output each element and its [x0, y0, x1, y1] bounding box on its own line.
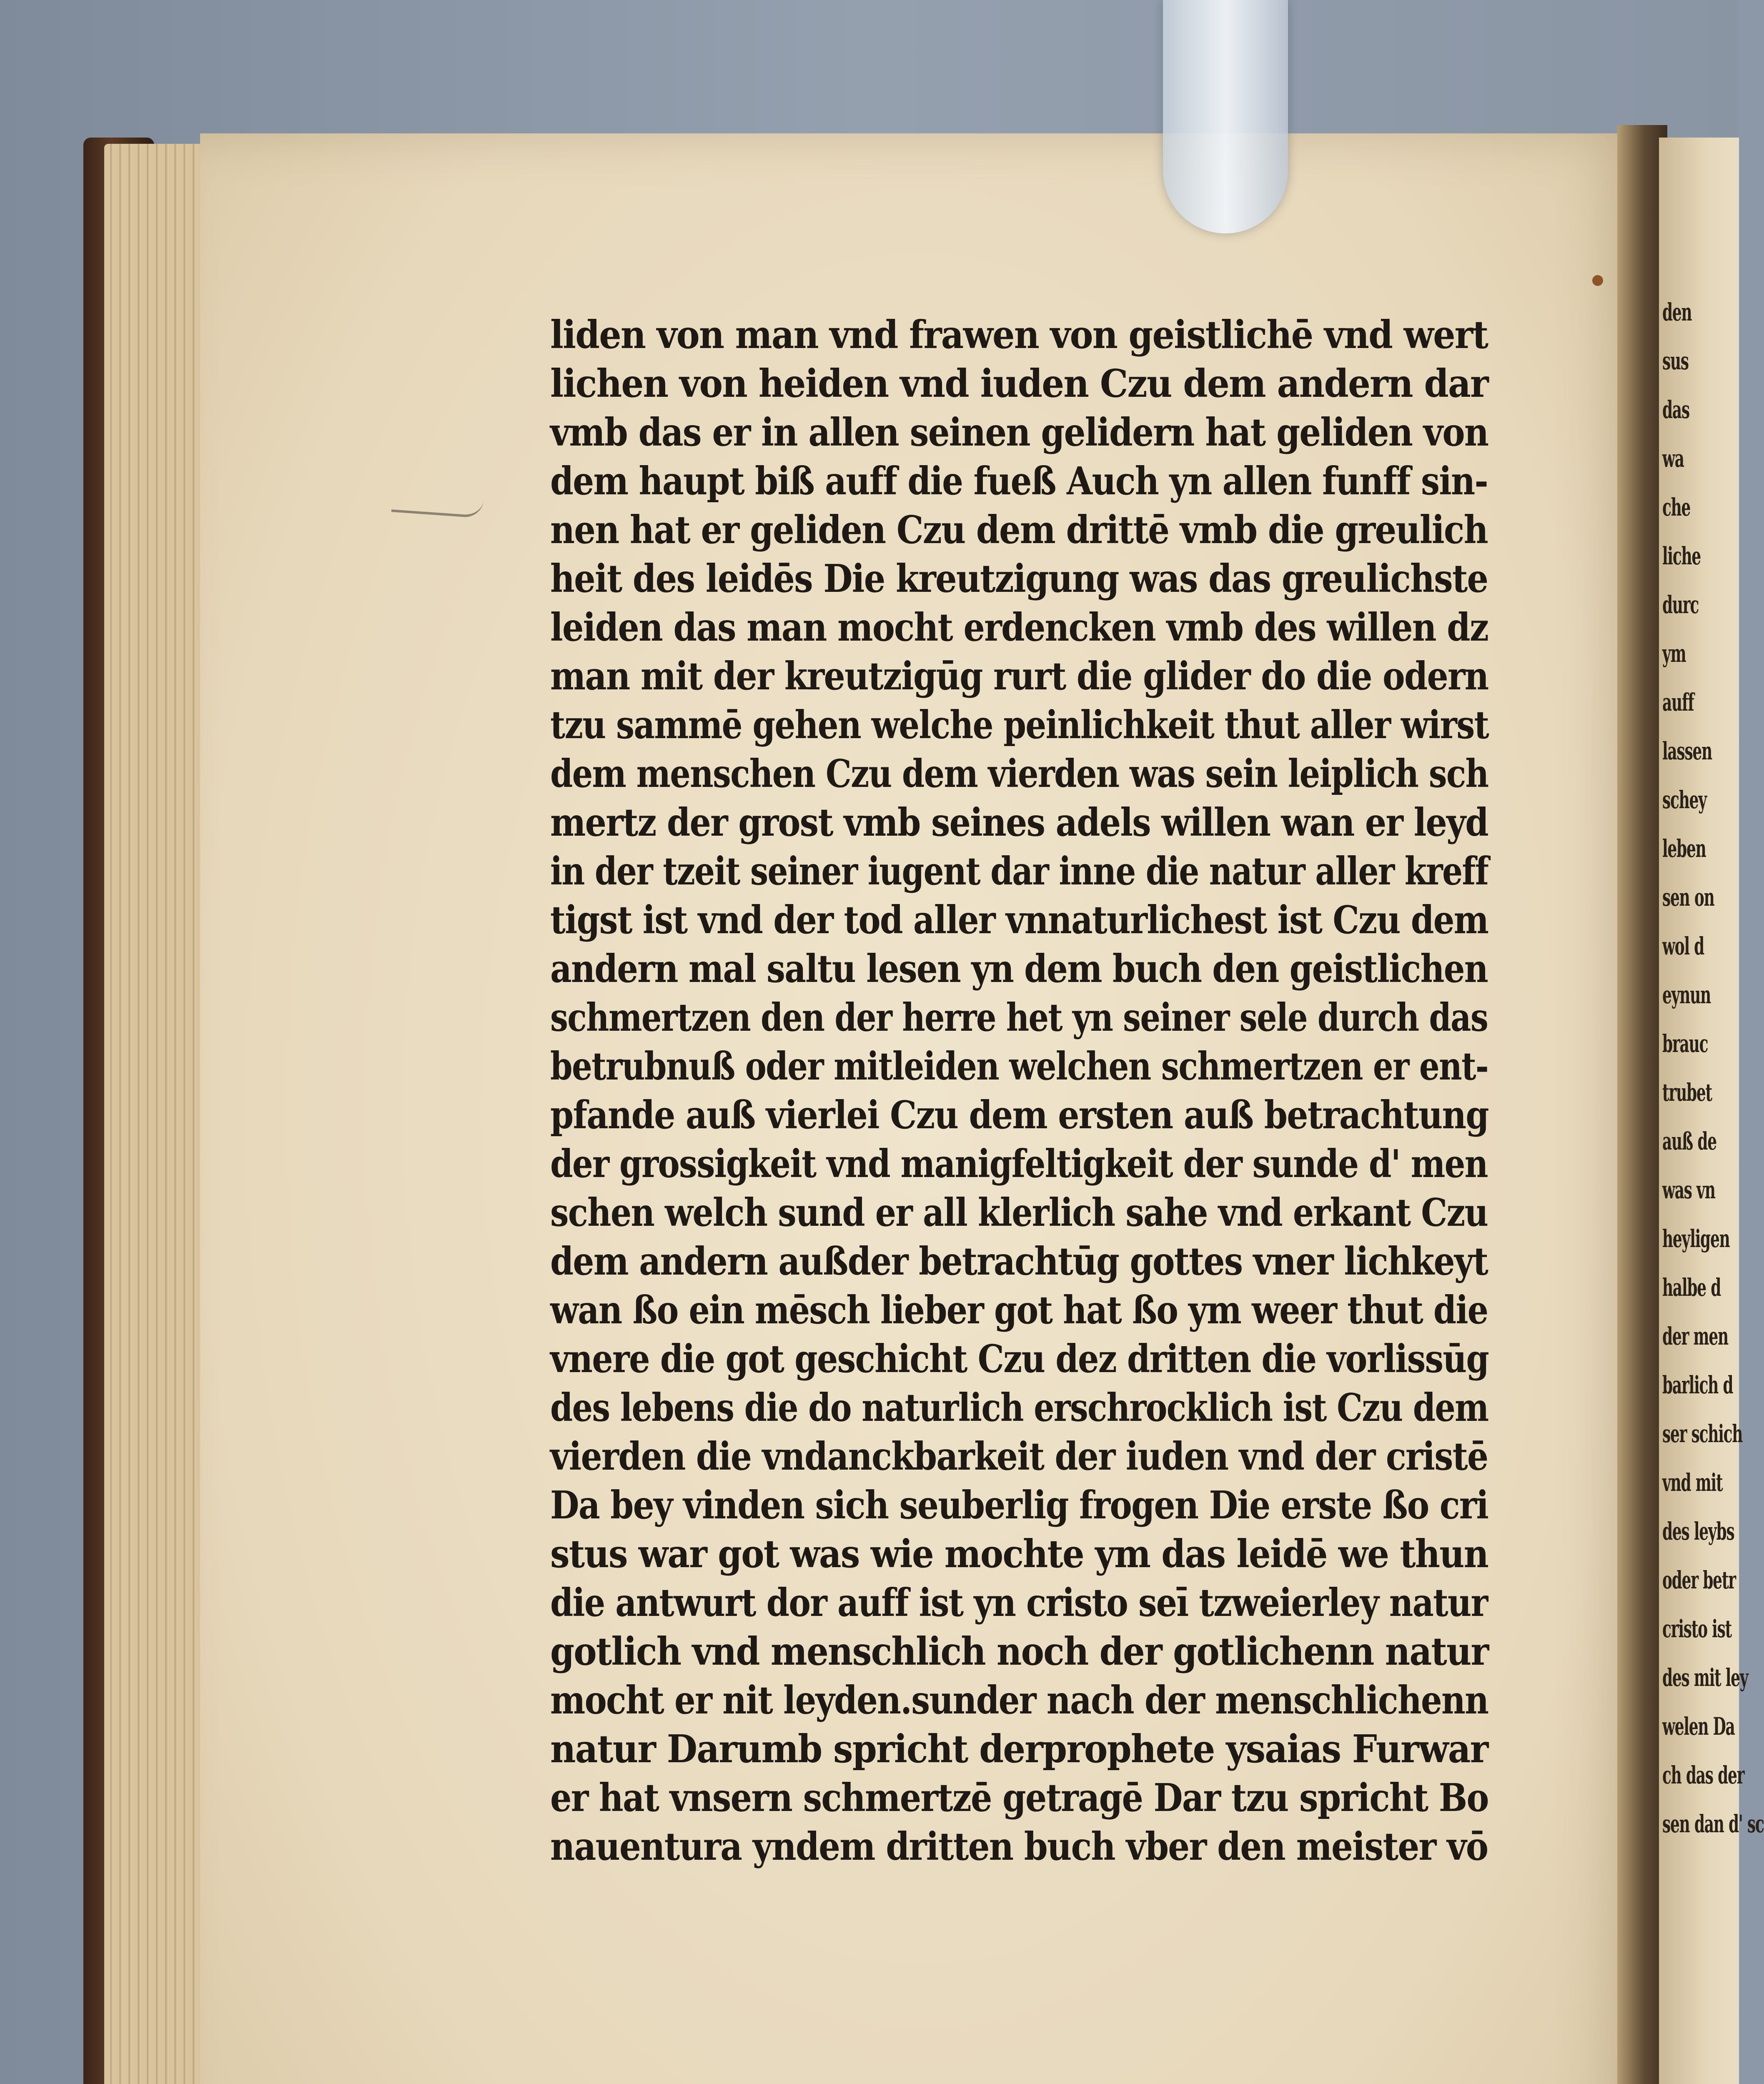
right-page-line: cristo ist — [1662, 1615, 1731, 1643]
right-page-line: brauc — [1662, 1029, 1708, 1058]
text-line: dem haupt biß auff die fueß Auch yn allen funff sin- — [550, 458, 1488, 503]
text-line: liden von man vnd frawen von geistlichē vnd wert — [550, 312, 1488, 357]
text-line: mocht er nit leyden.sunder nach der menschlichenn — [550, 1678, 1488, 1723]
right-page-line: lassen — [1662, 737, 1712, 765]
text-line: der grossigkeit vnd manigfeltigkeit der sunde d' men — [550, 1141, 1488, 1186]
text-line: leiden das man mocht erdencken vmb des willen dz — [550, 605, 1488, 650]
right-page-line: che — [1662, 493, 1691, 521]
right-page-line: leben — [1662, 834, 1706, 863]
text-line: tzu sammē gehen welche peinlichkeit thut aller wirst — [550, 702, 1489, 747]
text-line: die antwurt dor auff ist yn cristo seī tzweierley natur — [550, 1580, 1488, 1625]
text-line: betrubnuß oder mitleiden welchen schmertzen er ent- — [550, 1044, 1488, 1089]
right-page-fragment — [1659, 138, 1764, 2084]
text-line: dem menschen Czu dem vierden was sein leiplich sch — [550, 751, 1488, 796]
right-page-line: ch das der — [1662, 1761, 1744, 1789]
right-page-line: oder betr — [1662, 1566, 1736, 1594]
text-line: nauentura yndem dritten buch vber den meister vō — [550, 1824, 1488, 1869]
right-page-line: vnd mit — [1662, 1468, 1723, 1497]
right-page-line: eynun — [1662, 981, 1711, 1009]
text-line: vierden die vndanckbarkeit der iuden vnd der cristē — [550, 1434, 1488, 1479]
right-page-line: trubet — [1662, 1078, 1712, 1107]
right-page-line: sus — [1662, 347, 1689, 375]
right-page-line: sen dan d' sc — [1662, 1810, 1764, 1838]
text-line: andern mal saltu lesen yn dem buch den geistlichen — [550, 946, 1488, 991]
right-page-line: wol d — [1662, 932, 1704, 960]
text-line: natur Darumb spricht derprophete ysaias Furwar — [550, 1726, 1488, 1771]
right-page-line: barlich d — [1662, 1371, 1733, 1399]
text-line: pfande auß vierlei Czu dem ersten auß betrachtung — [550, 1092, 1488, 1137]
right-page-line: des leybs — [1662, 1517, 1734, 1545]
right-page-line: ym — [1662, 639, 1686, 668]
text-line: nen hat er geliden Czu dem drittē vmb die greulich — [550, 507, 1488, 552]
text-line: in der tzeit seiner iugent dar inne die natur aller kreff — [550, 849, 1488, 894]
text-line: wan ßo ein mēsch lieber got hat ßo ym weer thut die — [550, 1287, 1488, 1333]
text-line: lichen von heiden vnd iuden Czu dem andern dar — [550, 361, 1488, 406]
right-page-line: den — [1662, 298, 1692, 326]
page-clamp-top — [1163, 0, 1288, 233]
right-page-line: liche — [1662, 542, 1701, 570]
text-line: schen welch sund er all klerlich sahe vnd erkant Czu — [550, 1190, 1488, 1235]
right-page-line: der men — [1662, 1322, 1728, 1350]
text-line: dem andern außder betrachtūg gottes vner lichkeyt — [550, 1239, 1488, 1284]
right-page-line: ser schich — [1662, 1420, 1743, 1448]
right-page-line: auß de — [1662, 1127, 1716, 1155]
text-line: vmb das er in allen seinen gelidern hat geliden von — [550, 410, 1488, 455]
right-page-line: halbe d — [1662, 1273, 1721, 1302]
text-line: mertz der grost vmb seines adels willen wan er leyd — [550, 800, 1488, 845]
right-page-line: das — [1662, 396, 1689, 424]
text-line: Da bey vinden sich seuberlig frogen Die erste ßo cri — [550, 1483, 1488, 1528]
text-line: gotlich vnd menschlich noch der gotlichenn natur — [550, 1629, 1488, 1674]
text-line: stus war got was wie mochte ym das leidē we thun — [550, 1531, 1488, 1576]
text-line: heit des leidēs Die kreutzigung was das greulichste — [550, 556, 1488, 601]
right-page-line: des mit ley — [1662, 1663, 1748, 1692]
text-line: er hat vnsern schmertzē getragē Dar tzu spricht Bo — [550, 1775, 1488, 1820]
right-page-line: was vn — [1662, 1176, 1715, 1204]
right-page-line: wa — [1662, 444, 1684, 473]
right-page-line: schey — [1662, 786, 1706, 814]
right-page-line: auff — [1662, 688, 1694, 716]
text-line: man mit der kreutzigūg rurt die glider do die odern — [550, 654, 1488, 699]
text-line: des lebens die do naturlich erschrocklich ist Czu dem — [550, 1385, 1488, 1430]
text-block — [550, 311, 1488, 1871]
right-page-line: durc — [1662, 591, 1699, 619]
right-page-line: heyligen — [1662, 1225, 1730, 1253]
text-line: tigst ist vnd der tod aller vnnaturlichest ist Czu dem — [550, 897, 1488, 942]
foxing-spot — [1592, 275, 1603, 286]
text-line: schmertzen den der herre het yn seiner sele durch das — [550, 995, 1488, 1040]
right-page-line: sen on — [1662, 883, 1714, 912]
right-page-line: welen Da — [1662, 1712, 1735, 1741]
text-line: vnere die got geschicht Czu dez dritten die vorlissūg — [550, 1336, 1489, 1381]
